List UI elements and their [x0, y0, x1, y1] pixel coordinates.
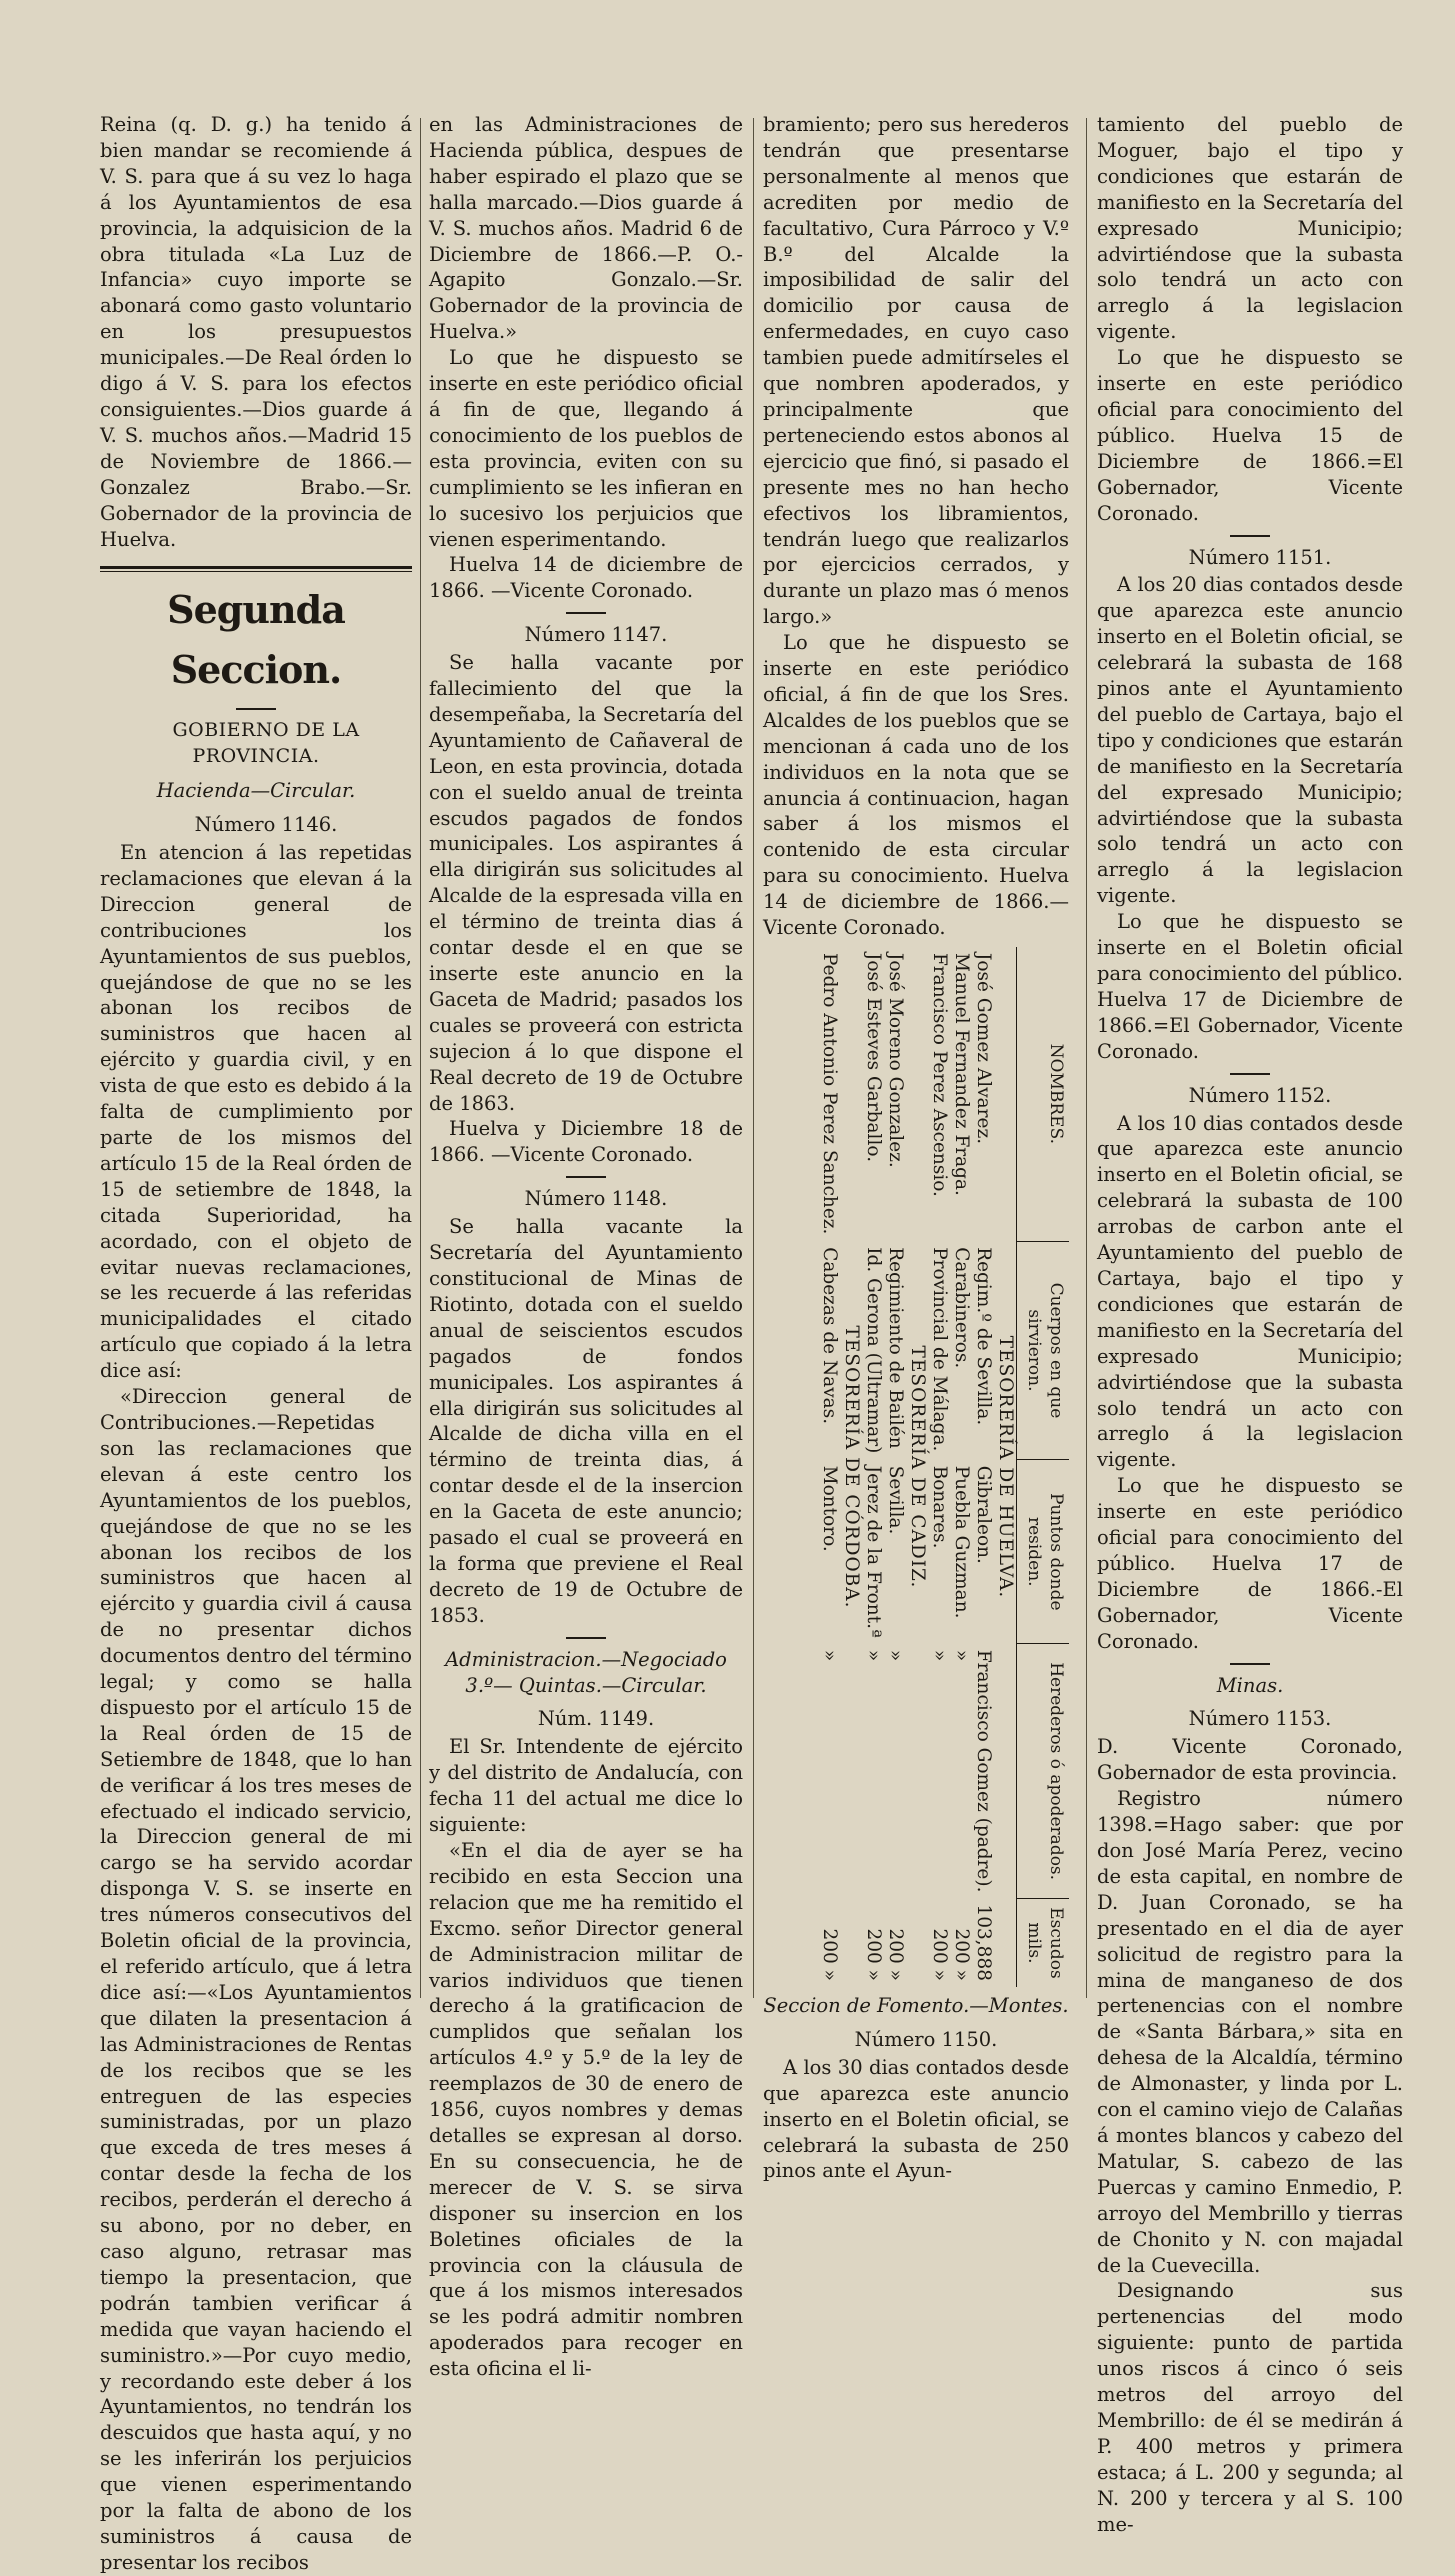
cell-place: Puebla Guzman.	[951, 1465, 972, 1619]
cell-amount: 200 »	[885, 1928, 906, 1981]
cell-corps: Regimiento de Bailén	[885, 1247, 906, 1449]
short-rule	[566, 612, 606, 614]
short-rule	[566, 1637, 606, 1639]
item-number: Número 1148.	[524, 1187, 668, 1211]
cell-name: José Moreno Gonzalez.	[885, 953, 906, 1168]
cell-place: Jerez de la Front.ª	[863, 1465, 884, 1638]
paragraph: D. Vicente Coronado, Gobernador de esta provincia.	[1097, 1735, 1403, 1785]
short-rule	[566, 1176, 606, 1178]
item-number: Número 1150.	[854, 2027, 998, 2051]
paragraph: «Direccion general de Contribuciones.—Repetidas son las reclamaciones que elevan á este centro los Ayuntamientos de los pueblos, quejándose de que no se les abonan los recibos de los suministros que hacen al ejército y guardia civil á causa de no presentar dichos documentos dentro del término legal; y como se halla dispuesto por el artículo 15 de la Real órden de 15 de Setiembre de 1848, que lo han de verificar á los tres meses de efectuado el indicado servicio, la Direccion general de mi cargo se ha servido acordar disponga V. S. se inserte en tres números consecutivos del Boletin oficial de la provincia, el referido artículo, que á letra dice así:—«Los Ayuntamientos que dilaten la presentacion á las Administraciones de Rentas de los recibos que se les entreguen de las especies suministradas, por un plazo que exceda de tres meses á contar desde la fecha de los recibos, perderán el derecho á su abono, por no deber, en caso alguno, retrasar mas tiempo la presentacion, que podrán tambien verificar á medida que vayan haciendo el suministro.»—Por cuyo medio, y recordando este deber á los Ayuntamientos, no tendrán los descuidos que hasta aquí, y no se les inferirán los perjuicios que vienen esperimentando por la falta de abono de los suministros á causa de presentar los recibos	[100, 1385, 412, 2574]
table-row	[862, 947, 884, 1987]
signature: Huelva y Diciembre 18 de 1866. —Vicente Coronado.	[429, 1117, 743, 1167]
paragraph: Se halla vacante la Secretaría del Ayuntamiento constitucional de Minas de Riotinto, dotada con el sueldo anual de seiscientos escudos pagados de fondos municipales. Los aspirantes á ella dirigirán sus solicitudes al Alcalde de dicha villa en el término de treinta dias, á contar desde el de la insercion en la Gaceta de este anuncio; pasado el cual se proveerá en la forma que previene el Real decreto de 19 de Octubre de 1853.	[429, 1215, 743, 1627]
header-puntos: Puntos donde residen.	[1017, 1460, 1070, 1644]
cell-amount: 200 »	[951, 1928, 972, 1981]
short-rule	[1230, 1663, 1270, 1665]
subheading: Hacienda—Circular.	[156, 779, 356, 803]
cell-heirs: »	[819, 1649, 840, 1662]
cell-corps: Carabineros.	[951, 1247, 972, 1369]
table-row	[928, 947, 950, 1987]
table-group-row	[994, 947, 1017, 1987]
table-row	[950, 947, 972, 1987]
cell-name: José Gomez Alvarez.	[973, 953, 994, 1145]
paragraph: Se halla vacante por fallecimiento del que la desempeñaba, la Secretaría del Ayuntamiento de Cañaveral de Leon, en esta provincia, dotada con el sueldo anual de treinta escudos pagados de fondos municipales. Los aspirantes á ella dirigirán sus solicitudes al Alcalde de la espresada villa en el término de treinta dias á contar desde el en que se inserte este anuncio en la Gaceta de Madrid; pasados los cuales se proveerá con estricta sujecion á lo que dispone el Real decreto de 19 de Octubre de 1863.	[429, 651, 743, 1115]
cell-heirs: Francisco Gomez (padre).	[973, 1649, 994, 1893]
column-1	[100, 112, 412, 2576]
beneficiaries-table	[818, 947, 1069, 1987]
cell-amount: 103,888	[973, 1904, 994, 1981]
paragraph: Lo que he dispuesto se inserte en este periódico oficial para conocimiento del público. Huelva 15 de Diciembre de 1866.=El Gobernador, Vicente Coronado.	[1097, 346, 1403, 525]
paragraph: Lo que he dispuesto se inserte en el Boletin oficial para conocimiento del público. Huelva 17 de Diciembre de 1866.=El Gobernador, Vicente Coronado.	[1097, 910, 1403, 1063]
column-rule	[753, 118, 754, 1998]
cell-name: Francisco Perez Ascensio.	[929, 953, 950, 1197]
column-rule	[420, 118, 421, 1998]
section-divider	[100, 566, 412, 572]
section-title: Segunda Seccion.	[167, 587, 345, 693]
paragraph: bramiento; pero sus herederos tendrán que presentarse personalmente al menos que acrediten por medio de facultativo, Cura Párroco y V.º B.º del Alcalde la imposibilidad de salir del domicilio por causa de enfermedades, en cuyo caso tambien puede admitírseles el que nombren apoderados, y principalmente que perteneciendo estos abonos al ejercicio que finó, si pasado el presente mes no han hecho efectivos los libramientos, tendrán luego que realizarlos por ejercicios cerrados, y durante un plazo mas ó menos largo.»	[763, 113, 1069, 629]
cell-amount: 200 »	[863, 1928, 884, 1981]
paragraph: Registro número 1398.=Hago saber: que por don José María Perez, vecino de esta capital, en nombre de D. Juan Coronado, se ha presentado en el dia de ayer solicitud de registro para la mina de manganeso de dos pertenencias con el nombre de «Santa Bárbara,» sita en dehesa de la Alcaldía, término de Almonaster, y linda por L. con el camino viejo de Calañas á montes blancos y cabezo del Matular, S. cabezo de las Puercas y camino Enmedio, P. arroyo del Membrillo y tierras de Chonito y N. con majadal de la Cuevecilla.	[1097, 1787, 1403, 2277]
paragraph: En atencion á las repetidas reclamaciones que elevan á la Direccion general de contribuciones los Ayuntamientos de sus pueblos, quejándose de que no se les abonan los recibos de suministros que hacen al ejército y guardia civil, y en vista de que esto es debido á la falta de cumplimiento por parte de los mismos del artículo 15 de la Real órden de 15 de setiembre de 1848, la citada Superioridad, ha acordado, con el objeto de evitar nuevas reclamaciones, se les recuerde á las referidas municipalidades el citado artículo que copiado á la letra dice así:	[100, 841, 412, 1383]
cell-place: Gibraleon.	[973, 1465, 994, 1564]
paragraph: A los 10 dias contados desde que aparezca este anuncio inserto en el Boletin oficial, se celebrará la subasta de 100 arrobas de carbon ante el Ayuntamiento del pueblo de Cartaya, bajo el tipo y condiciones que estarán de manifiesto en la Secretaría del expresado Municipio; advirtiéndose que la subasta solo tendrá un acto con arreglo á la legislacion vigente.	[1097, 1111, 1403, 1472]
header-cuerpos: Cuerpos en que sirvieron.	[1017, 1241, 1070, 1460]
header-escudos: Escudos mils.	[1017, 1898, 1070, 1987]
table-group-row	[840, 947, 862, 1987]
cell-name: Pedro Antonio Perez Sanchez.	[819, 953, 840, 1235]
cell-amount: 200 »	[819, 1928, 840, 1981]
heading: GOBIERNO DE LA PROVINCIA.	[172, 719, 360, 768]
table-group-row	[906, 947, 928, 1987]
cell-place: Sevilla.	[885, 1465, 906, 1535]
paragraph: Lo que he dispuesto se inserte en este periódico oficial para conocimiento del público. Huelva 17 de Diciembre de 1866.-El Gobernador, Vicente Coronado.	[1097, 1474, 1403, 1653]
table-row	[972, 947, 994, 1987]
item-number: Número 1151.	[1188, 545, 1332, 569]
group-label: TESORERÍA DE HUELVA.	[995, 1335, 1016, 1599]
cell-corps: Id. Gerona (Ultramar)	[863, 1247, 884, 1454]
item-number: Número 1152.	[1188, 1083, 1332, 1107]
subheading: Seccion de Fomento.—Montes.	[763, 1994, 1069, 2017]
paragraph: El Sr. Intendente de ejército y del distrito de Andalucía, con fecha 11 del actual me dice lo siguiente:	[429, 1735, 743, 1837]
subheading: Minas.	[1216, 1673, 1284, 1697]
cell-place: Bonares.	[929, 1465, 950, 1549]
paragraph: A los 20 dias contados desde que aparezca este anuncio inserto en el Boletin oficial, se celebrará la subasta de 168 pinos ante el Ayuntamiento del pueblo de Cartaya, bajo el tipo y condiciones que estarán de manifiesto en la Secretaría del expresado Municipio; advirtiéndose que la subasta solo tendrá un acto con arreglo á la legislacion vigente.	[1097, 573, 1403, 908]
short-rule	[1230, 535, 1270, 537]
item-number: Número 1147.	[524, 623, 668, 647]
item-number: Núm. 1149.	[537, 1707, 655, 1731]
table-row	[818, 947, 840, 1987]
paragraph: Designando sus pertenencias del modo siguiente: punto de partida unos riscos á cinco ó seis metros del arroyo del Membrillo: de él se medirán á P. 400 metros y primera estaca; á L. 200 y segunda; al N. 200 y tercera y al S. 100 me-	[1097, 2279, 1403, 2536]
item-number: Número 1153.	[1188, 1707, 1332, 1731]
column-3	[763, 112, 1069, 2184]
rotated-table-wrapper	[763, 947, 1069, 1987]
cell-corps: Regim.º de Sevilla.	[973, 1247, 994, 1426]
paragraph: en las Administraciones de Hacienda pública, despues de haber espirado el plazo que se halla marcado.—Dios guarde á V. S. muchos años. Madrid 6 de Diciembre de 1866.—P. O.-Agapito Gonzalo.—Sr. Gobernador de la provincia de Huelva.»	[429, 113, 743, 344]
short-rule	[1230, 1073, 1270, 1075]
column-4	[1097, 112, 1403, 2537]
header-herederos: Herederos ó apoderados.	[1017, 1644, 1070, 1899]
table-header-row	[1017, 947, 1070, 1987]
cell-place: Montoro.	[819, 1465, 840, 1552]
paragraph: Lo que he dispuesto se inserte en este periódico oficial á fin de que, llegando á conocimiento de los pueblos de esta provincia, eviten con su cumplimiento se les infieran en lo sucesivo los perjuicios que vienen esperimentando.	[429, 346, 743, 551]
cell-heirs: »	[885, 1649, 906, 1662]
cell-name: José Esteves Garballo.	[863, 953, 884, 1163]
paragraph: «En el dia de ayer se ha recibido en esta Seccion una relacion que me ha remitido el Excmo. señor Director general de Administracion militar de varios individuos que tienen derecho á la gratificacion de cumplidos que señalan los artículos 4.º y 5.º de la ley de reemplazos de 30 de enero de 1856, cuyos nombres y demas detalles se expresan al dorso. En su consecuencia, he de merecer de V. S. se sirva disponer su insercion en los Boletines oficiales de la provincia con la cláusula de que á los mismos interesados se les podrá admitir nombren apoderados para recoger en esta oficina el li-	[429, 1839, 743, 2381]
cell-amount: 200 »	[929, 1928, 950, 1981]
cell-heirs: »	[863, 1649, 884, 1662]
paragraph: tamiento del pueblo de Moguer, bajo el tipo y condiciones que estarán de manifiesto en la Secretaría del expresado Municipio; advirtiéndose que la subasta solo tendrá un acto con arreglo á la legislacion vigente.	[1097, 113, 1403, 344]
rotated-table	[763, 947, 1069, 1987]
cell-heirs: »	[929, 1649, 950, 1662]
item-number: Número 1146.	[194, 813, 338, 837]
signature: Huelva 14 de diciembre de 1866. —Vicente Coronado.	[429, 553, 743, 603]
cell-corps: Cabezas de Navas.	[819, 1247, 840, 1425]
paragraph: A los 30 dias contados desde que aparezca este anuncio inserto en el Boletin oficial, se celebrará la subasta de 250 pinos ante el Ayun-	[763, 2055, 1069, 2183]
subheading: Administracion.—Negociado 3.º— Quintas.—Circular.	[445, 1647, 727, 1697]
column-rule	[1086, 118, 1087, 1998]
column-2	[429, 112, 743, 2382]
cell-heirs: »	[951, 1649, 972, 1662]
group-label: TESORERÍA DE CADIZ.	[907, 1345, 928, 1589]
paragraph: Reina (q. D. g.) ha tenido á bien mandar se recomiende á V. S. para que á su vez lo haga á los Ayuntamientos de esa provincia, la adquisicion de la obra titulada «La Luz de Infancia» cuyo importe se abonará como gasto voluntario en los presupuestos municipales.—De Real órden lo digo á V. S. para los efectos consiguientes.—Dios guarde á V. S. muchos años.—Madrid 15 de Noviembre de 1866.—Gonzalez Brabo.—Sr. Gobernador de la provincia de Huelva.	[100, 113, 412, 551]
short-rule	[236, 708, 276, 710]
group-label: TESORERÍA DE CÓRDOBA.	[841, 1325, 862, 1609]
cell-corps: Provincial de Málaga.	[929, 1247, 950, 1452]
table-row	[884, 947, 906, 1987]
header-nombres: NOMBRES.	[1017, 947, 1070, 1241]
paragraph: Lo que he dispuesto se inserte en este periódico oficial, á fin de que los Sres. Alcaldes de los pueblos que se mencionan á cada uno de los individuos en la nota que se anuncia á continuacion, hagan saber á los mismos el contenido de esta circular para su conocimiento. Huelva 14 de diciembre de 1866.—Vicente Coronado.	[763, 631, 1069, 940]
cell-name: Manuel Fernandez Fraga.	[951, 953, 972, 1196]
